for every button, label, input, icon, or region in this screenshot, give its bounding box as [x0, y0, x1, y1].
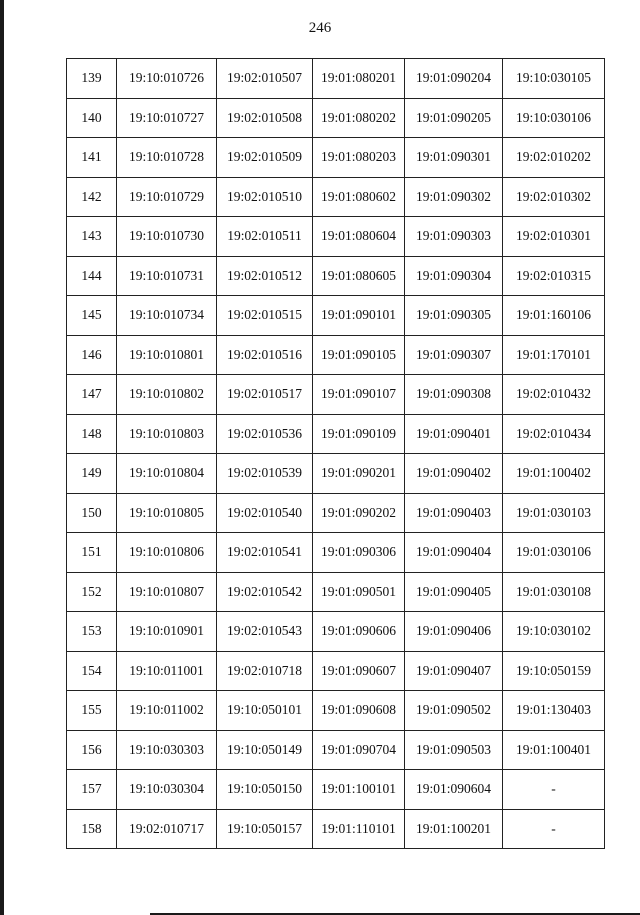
cell-cadastral-code-3: 19:01:090704 [313, 730, 405, 770]
cell-cadastral-code-3: 19:01:110101 [313, 809, 405, 849]
cell-cadastral-code-4: 19:01:090502 [405, 691, 503, 731]
cell-cadastral-code-2: 19:10:050150 [217, 770, 313, 810]
cell-cadastral-code-5: 19:01:100402 [503, 454, 605, 494]
table-row [67, 533, 605, 573]
cell-cadastral-code-4: 19:01:090304 [405, 256, 503, 296]
cell-cadastral-code-4: 19:01:090405 [405, 572, 503, 612]
cell-row-number: 140 [67, 98, 117, 138]
table-row [67, 612, 605, 652]
cell-cadastral-code-4: 19:01:090308 [405, 375, 503, 415]
cell-cadastral-code-3: 19:01:080602 [313, 177, 405, 217]
cell-row-number: 153 [67, 612, 117, 652]
cell-cadastral-code-4: 19:01:090307 [405, 335, 503, 375]
cell-cadastral-code-5: 19:01:130403 [503, 691, 605, 731]
cell-cadastral-code-2: 19:10:050149 [217, 730, 313, 770]
cell-cadastral-code-2: 19:02:010536 [217, 414, 313, 454]
cell-cadastral-code-1: 19:10:010729 [117, 177, 217, 217]
cell-row-number: 147 [67, 375, 117, 415]
cell-cadastral-code-3: 19:01:080203 [313, 138, 405, 178]
cadastral-table [66, 58, 605, 849]
cell-cadastral-code-3: 19:01:090608 [313, 691, 405, 731]
cell-cadastral-code-3: 19:01:090606 [313, 612, 405, 652]
cell-cadastral-code-1: 19:10:010901 [117, 612, 217, 652]
cell-cadastral-code-5: - [503, 809, 605, 849]
table-row [67, 138, 605, 178]
cell-cadastral-code-1: 19:10:011001 [117, 651, 217, 691]
scan-left-edge [0, 0, 4, 915]
cell-cadastral-code-5: 19:02:010315 [503, 256, 605, 296]
cell-cadastral-code-3: 19:01:090202 [313, 493, 405, 533]
table-row [67, 651, 605, 691]
cell-cadastral-code-5: 19:01:030106 [503, 533, 605, 573]
cell-cadastral-code-3: 19:01:080201 [313, 59, 405, 99]
cell-cadastral-code-3: 19:01:090101 [313, 296, 405, 336]
cell-cadastral-code-1: 19:10:011002 [117, 691, 217, 731]
cell-cadastral-code-3: 19:01:090201 [313, 454, 405, 494]
cell-cadastral-code-4: 19:01:090301 [405, 138, 503, 178]
cell-cadastral-code-1: 19:10:010727 [117, 98, 217, 138]
cell-cadastral-code-5: 19:02:010434 [503, 414, 605, 454]
cell-cadastral-code-5: 19:02:010432 [503, 375, 605, 415]
cell-cadastral-code-1: 19:10:010734 [117, 296, 217, 336]
cell-cadastral-code-1: 19:10:010731 [117, 256, 217, 296]
table-row [67, 493, 605, 533]
cell-row-number: 156 [67, 730, 117, 770]
cell-cadastral-code-3: 19:01:090501 [313, 572, 405, 612]
cell-cadastral-code-2: 19:02:010543 [217, 612, 313, 652]
cell-cadastral-code-1: 19:10:010804 [117, 454, 217, 494]
cell-cadastral-code-4: 19:01:090407 [405, 651, 503, 691]
cell-cadastral-code-3: 19:01:080605 [313, 256, 405, 296]
cell-cadastral-code-2: 19:02:010540 [217, 493, 313, 533]
cell-cadastral-code-1: 19:10:010728 [117, 138, 217, 178]
table-row [67, 375, 605, 415]
cell-cadastral-code-4: 19:01:090403 [405, 493, 503, 533]
cell-row-number: 157 [67, 770, 117, 810]
cell-cadastral-code-2: 19:02:010507 [217, 59, 313, 99]
cell-cadastral-code-5: - [503, 770, 605, 810]
table-row [67, 809, 605, 849]
table-row [67, 730, 605, 770]
cell-cadastral-code-2: 19:02:010509 [217, 138, 313, 178]
cell-row-number: 155 [67, 691, 117, 731]
cell-cadastral-code-1: 19:10:030303 [117, 730, 217, 770]
cell-row-number: 151 [67, 533, 117, 573]
cell-cadastral-code-1: 19:10:010807 [117, 572, 217, 612]
cell-cadastral-code-2: 19:02:010542 [217, 572, 313, 612]
cell-cadastral-code-5: 19:01:030108 [503, 572, 605, 612]
cell-cadastral-code-1: 19:10:010803 [117, 414, 217, 454]
table-row [67, 454, 605, 494]
cell-cadastral-code-2: 19:02:010517 [217, 375, 313, 415]
cell-cadastral-code-5: 19:02:010301 [503, 217, 605, 257]
cell-cadastral-code-5: 19:02:010302 [503, 177, 605, 217]
cell-cadastral-code-2: 19:02:010511 [217, 217, 313, 257]
cell-cadastral-code-4: 19:01:090503 [405, 730, 503, 770]
cell-row-number: 139 [67, 59, 117, 99]
cell-cadastral-code-2: 19:02:010516 [217, 335, 313, 375]
cell-row-number: 146 [67, 335, 117, 375]
cell-cadastral-code-4: 19:01:090406 [405, 612, 503, 652]
cell-row-number: 150 [67, 493, 117, 533]
table-row [67, 296, 605, 336]
cell-cadastral-code-4: 19:01:090305 [405, 296, 503, 336]
cell-cadastral-code-4: 19:01:090402 [405, 454, 503, 494]
table-row [67, 98, 605, 138]
cell-row-number: 143 [67, 217, 117, 257]
table-row [67, 59, 605, 99]
table-row [67, 572, 605, 612]
cell-cadastral-code-2: 19:02:010539 [217, 454, 313, 494]
cell-cadastral-code-1: 19:10:010726 [117, 59, 217, 99]
cell-cadastral-code-2: 19:02:010508 [217, 98, 313, 138]
cell-row-number: 158 [67, 809, 117, 849]
cell-cadastral-code-1: 19:10:010730 [117, 217, 217, 257]
cell-cadastral-code-4: 19:01:090204 [405, 59, 503, 99]
cell-cadastral-code-5: 19:10:030106 [503, 98, 605, 138]
table-row [67, 770, 605, 810]
cell-cadastral-code-4: 19:01:090404 [405, 533, 503, 573]
cell-cadastral-code-2: 19:02:010512 [217, 256, 313, 296]
table-row [67, 414, 605, 454]
cell-row-number: 141 [67, 138, 117, 178]
cell-row-number: 142 [67, 177, 117, 217]
cell-cadastral-code-3: 19:01:080202 [313, 98, 405, 138]
cell-cadastral-code-3: 19:01:100101 [313, 770, 405, 810]
cell-cadastral-code-1: 19:02:010717 [117, 809, 217, 849]
cell-cadastral-code-3: 19:01:090105 [313, 335, 405, 375]
cell-cadastral-code-5: 19:01:170101 [503, 335, 605, 375]
cell-cadastral-code-2: 19:02:010510 [217, 177, 313, 217]
cell-cadastral-code-2: 19:02:010541 [217, 533, 313, 573]
cell-cadastral-code-2: 19:10:050157 [217, 809, 313, 849]
cell-cadastral-code-4: 19:01:100201 [405, 809, 503, 849]
cell-cadastral-code-1: 19:10:010805 [117, 493, 217, 533]
table-row [67, 691, 605, 731]
cell-row-number: 152 [67, 572, 117, 612]
cell-cadastral-code-1: 19:10:010801 [117, 335, 217, 375]
cell-cadastral-code-1: 19:10:010802 [117, 375, 217, 415]
cell-cadastral-code-5: 19:01:160106 [503, 296, 605, 336]
cell-cadastral-code-4: 19:01:090401 [405, 414, 503, 454]
cell-row-number: 144 [67, 256, 117, 296]
cell-row-number: 148 [67, 414, 117, 454]
cell-row-number: 154 [67, 651, 117, 691]
table-body [67, 59, 605, 849]
cell-cadastral-code-5: 19:10:050159 [503, 651, 605, 691]
cell-cadastral-code-2: 19:10:050101 [217, 691, 313, 731]
cell-cadastral-code-5: 19:10:030105 [503, 59, 605, 99]
cell-cadastral-code-5: 19:02:010202 [503, 138, 605, 178]
cell-cadastral-code-4: 19:01:090205 [405, 98, 503, 138]
cell-cadastral-code-1: 19:10:010806 [117, 533, 217, 573]
cell-cadastral-code-5: 19:01:030103 [503, 493, 605, 533]
cell-row-number: 149 [67, 454, 117, 494]
cell-cadastral-code-5: 19:01:100401 [503, 730, 605, 770]
cell-cadastral-code-3: 19:01:090107 [313, 375, 405, 415]
table-row [67, 177, 605, 217]
cell-cadastral-code-3: 19:01:080604 [313, 217, 405, 257]
cell-cadastral-code-5: 19:10:030102 [503, 612, 605, 652]
cell-cadastral-code-4: 19:01:090302 [405, 177, 503, 217]
cell-cadastral-code-3: 19:01:090109 [313, 414, 405, 454]
cell-cadastral-code-3: 19:01:090306 [313, 533, 405, 573]
cell-row-number: 145 [67, 296, 117, 336]
page-number: 246 [308, 20, 332, 36]
cell-cadastral-code-3: 19:01:090607 [313, 651, 405, 691]
cell-cadastral-code-1: 19:10:030304 [117, 770, 217, 810]
cell-cadastral-code-4: 19:01:090604 [405, 770, 503, 810]
cell-cadastral-code-2: 19:02:010515 [217, 296, 313, 336]
cell-cadastral-code-4: 19:01:090303 [405, 217, 503, 257]
table-row [67, 256, 605, 296]
table-row [67, 217, 605, 257]
table-row [67, 335, 605, 375]
cell-cadastral-code-2: 19:02:010718 [217, 651, 313, 691]
